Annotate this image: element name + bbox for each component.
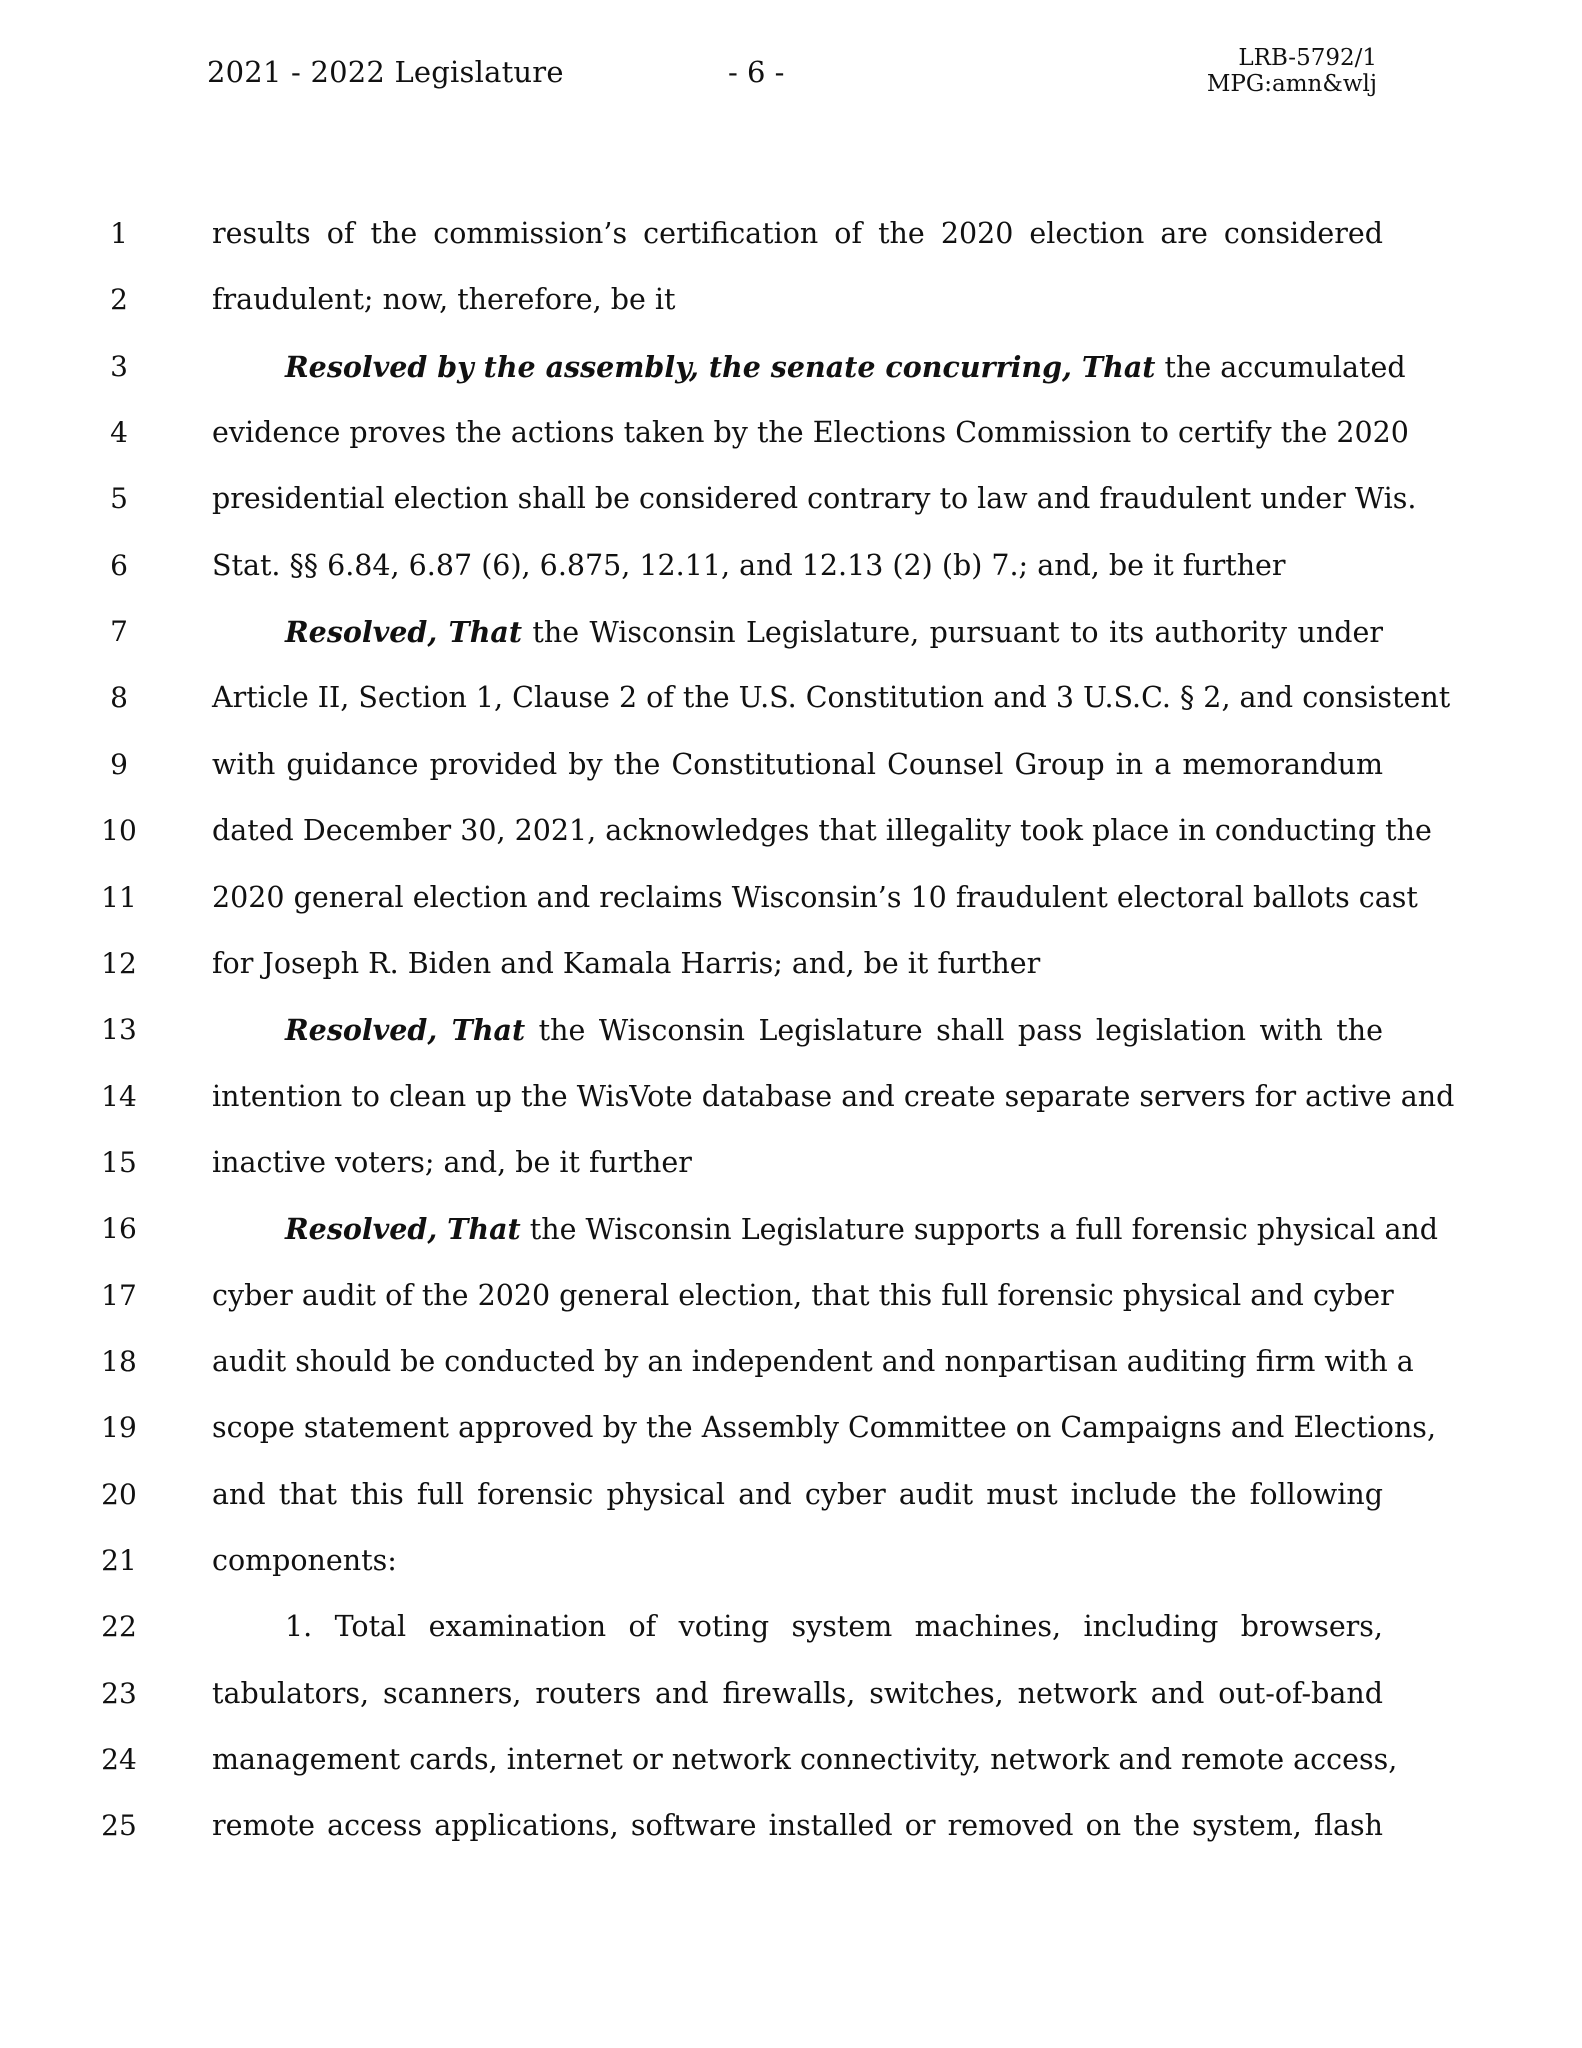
document-line [0, 1064, 1582, 1130]
line-body-text: scope statement approved by the Assembly Committee on Campaigns and Elections, [212, 1411, 1436, 1445]
document-line [0, 1594, 1582, 1660]
line-body-text: management cards, internet or network connectivity, network and remote access, [212, 1743, 1398, 1777]
document-line [0, 533, 1582, 599]
drafter-initials: MPG:amn&wlj [1206, 70, 1377, 97]
line-number: 1 [110, 217, 128, 250]
line-number: 25 [101, 1809, 137, 1843]
document-line [0, 997, 1582, 1063]
line-text [285, 334, 1406, 401]
line-number: 17 [101, 1278, 137, 1312]
document-line [0, 798, 1582, 864]
line-text [212, 1263, 1394, 1329]
line-text [212, 1064, 1455, 1130]
document-line [0, 1329, 1582, 1395]
document-line [0, 334, 1582, 400]
line-body-text: evidence proves the actions taken by the Elections Commission to certify the 2020 [212, 416, 1409, 450]
page-number: - 6 - [728, 55, 785, 89]
line-text [285, 1196, 1439, 1263]
line-text [212, 201, 1383, 267]
line-text [212, 466, 1417, 532]
line-body-text: remote access applications, software installed or removed on the system, flash [212, 1809, 1383, 1843]
document-line [0, 1395, 1582, 1461]
line-number: 16 [101, 1212, 137, 1246]
document-line [0, 599, 1582, 665]
line-number: 8 [110, 681, 128, 715]
line-number: 21 [101, 1544, 137, 1577]
line-number: 2 [110, 283, 128, 317]
document-line [0, 267, 1582, 333]
draft-identifier [1207, 46, 1377, 98]
line-body-text: the accumulated [1155, 350, 1406, 384]
line-body-text: intention to clean up the WisVote database and create separate servers for active and [212, 1079, 1455, 1113]
line-text [212, 1329, 1414, 1395]
document-line [0, 201, 1582, 267]
lrb-number: LRB-5792/1 [1238, 45, 1377, 71]
document-line [0, 1727, 1582, 1793]
line-body-text: inactive voters; and, be it further [212, 1145, 692, 1179]
line-body-text: and that this full forensic physical and cyber audit must include the following [212, 1477, 1383, 1511]
line-number: 18 [101, 1344, 137, 1378]
line-body-text: fraudulent; now, therefore, be it [212, 283, 676, 317]
document-line [0, 400, 1582, 466]
line-text [285, 1594, 1383, 1660]
line-number: 4 [110, 416, 128, 450]
line-text [212, 865, 1418, 931]
line-body-text: the Wisconsin Legislature supports a full forensic physical and [520, 1213, 1439, 1247]
line-body-text: with guidance provided by the Constitutional Counsel Group in a memorandum [212, 747, 1383, 781]
line-body-text: the Wisconsin Legislature shall pass legislation with the [525, 1014, 1383, 1048]
line-number: 13 [101, 1013, 137, 1047]
line-body-text: tabulators, scanners, routers and firewalls, switches, network and out-of-band [212, 1676, 1383, 1710]
resolved-clause-lead: Resolved by the assembly, the senate concurring, That [285, 349, 1156, 384]
line-number: 9 [110, 747, 128, 781]
line-body-text: components: [212, 1544, 397, 1577]
line-number: 5 [110, 482, 128, 516]
document-line [0, 1462, 1582, 1528]
resolved-clause-lead: Resolved, That [285, 615, 523, 650]
line-number: 22 [101, 1610, 137, 1644]
line-number: 12 [101, 946, 137, 980]
line-text [212, 1462, 1383, 1528]
line-text [212, 267, 1383, 333]
line-body-text: cyber audit of the 2020 general election, that this full forensic physical and cyber [212, 1278, 1394, 1312]
line-number: 19 [101, 1411, 137, 1445]
line-number: 11 [101, 880, 137, 914]
legislature-session: 2021 - 2022 Legislature [207, 55, 564, 89]
document-line [0, 1130, 1582, 1196]
resolved-clause-lead: Resolved, That [285, 1212, 521, 1247]
document-line [0, 931, 1582, 997]
line-number: 15 [101, 1145, 137, 1179]
line-text [212, 665, 1451, 731]
line-number: 20 [101, 1477, 137, 1511]
document-line [0, 865, 1582, 931]
line-text [212, 1727, 1398, 1793]
line-text [212, 931, 1383, 997]
document-line [0, 466, 1582, 532]
document-line [0, 1263, 1582, 1329]
line-number: 14 [101, 1079, 137, 1113]
line-body-text: 1. Total examination of voting system machines, including browsers, [285, 1610, 1383, 1644]
line-number: 23 [101, 1676, 137, 1710]
line-body-text: Article II, Section 1, Clause 2 of the U.S. Constitution and 3 U.S.C. § 2, and consistent [212, 681, 1451, 715]
line-text [285, 599, 1383, 666]
line-body-text: 2020 general election and reclaims Wisconsin’s 10 fraudulent electoral ballots cast [212, 880, 1418, 914]
line-body-text: the Wisconsin Legislature, pursuant to its authority under [522, 616, 1383, 650]
line-body-text: presidential election shall be considered contrary to law and fraudulent under Wis. [212, 482, 1417, 516]
document-line [0, 1793, 1582, 1859]
line-number: 6 [110, 548, 128, 582]
line-body-text: results of the commission’s certification of the 2020 election are considered [212, 217, 1383, 250]
line-number: 7 [110, 615, 128, 649]
line-text [212, 732, 1383, 798]
line-number: 24 [101, 1743, 137, 1777]
line-body-text: Stat. §§ 6.84, 6.87 (6), 6.875, 12.11, and 12.13 (2) (b) 7.; and, be it further [212, 548, 1286, 582]
line-number: 3 [110, 349, 128, 383]
line-body-text: dated December 30, 2021, acknowledges that illegality took place in conducting the [212, 814, 1432, 848]
line-text [212, 400, 1409, 466]
line-text [212, 1130, 1383, 1196]
line-text [212, 1395, 1436, 1461]
line-text [212, 533, 1383, 599]
line-text [212, 798, 1432, 864]
document-line [0, 665, 1582, 731]
resolved-clause-lead: Resolved, That [285, 1013, 526, 1048]
line-text [212, 1661, 1383, 1727]
line-text [212, 1528, 1383, 1594]
document-line [0, 1528, 1582, 1594]
document-line [0, 1661, 1582, 1727]
line-number: 10 [101, 814, 137, 848]
line-text [285, 997, 1383, 1064]
document-line [0, 732, 1582, 798]
line-text [212, 1793, 1383, 1859]
line-body-text: audit should be conducted by an independent and nonpartisan auditing firm with a [212, 1344, 1414, 1378]
document-line [0, 1196, 1582, 1262]
line-body-text: for Joseph R. Biden and Kamala Harris; and, be it further [212, 946, 1041, 980]
